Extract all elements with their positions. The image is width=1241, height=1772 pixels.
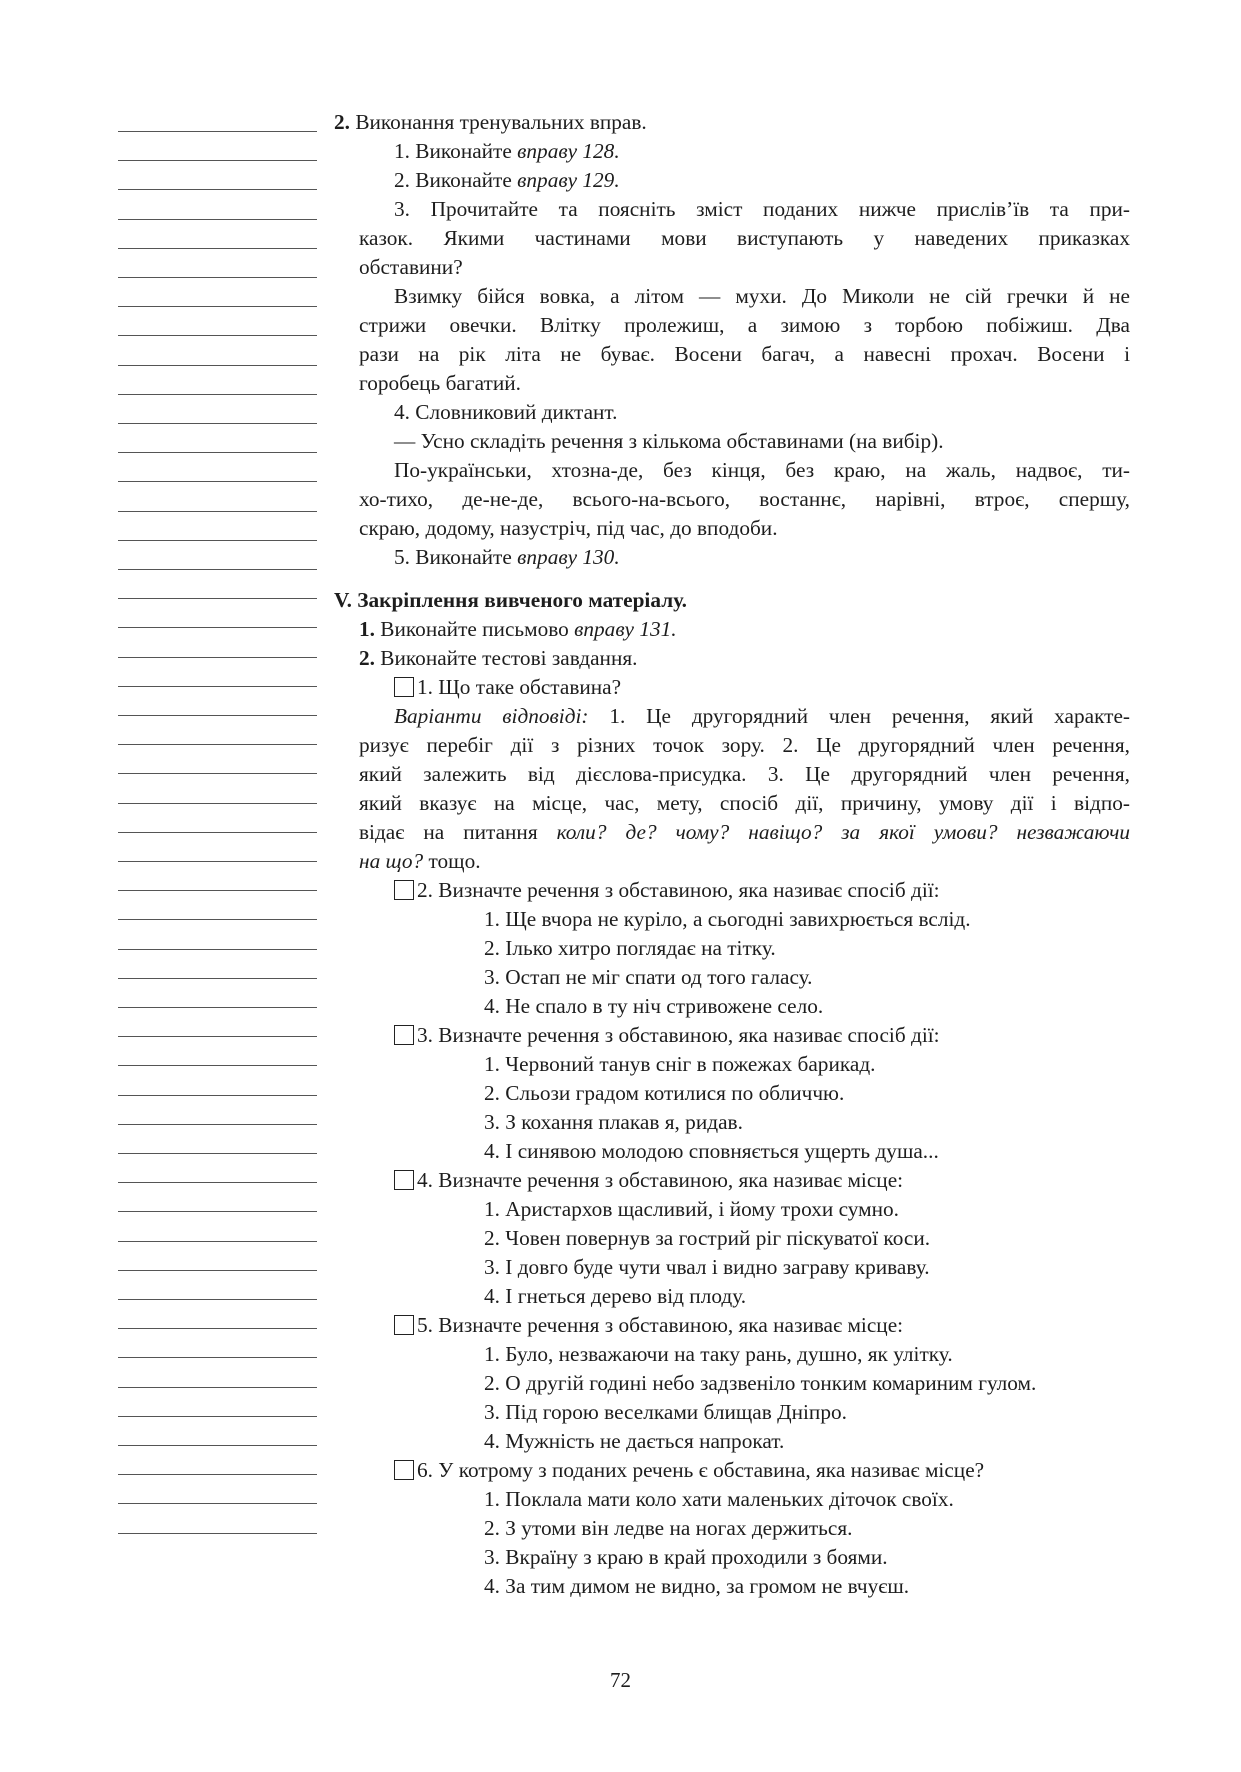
- margin-line: [118, 160, 317, 161]
- question-1-variants-line: ризує перебіг дії з різних точок зору. 2. Це другорядний член речення,: [359, 733, 1130, 757]
- margin-line: [118, 306, 317, 307]
- margin-line: [118, 1445, 317, 1446]
- question-4-option: 3. І довго буде чути чвал і видно заграву криваву.: [484, 1255, 930, 1279]
- margin-line: [118, 803, 317, 804]
- margin-line: [118, 1270, 317, 1271]
- margin-line: [118, 686, 317, 687]
- exercise-3-line: обставини?: [359, 255, 463, 279]
- question-1-variants-line: який залежить від дієслова-присудка. 3. Це другорядний член речення,: [359, 762, 1130, 786]
- question-2-option: 2. Ілько хитро поглядає на тітку.: [484, 936, 776, 960]
- dictation-words-line: хо-тихо, де-не-де, всього-на-всього, востаннє, нарівні, втроє, спершу,: [359, 487, 1130, 511]
- answer-checkbox[interactable]: [394, 1460, 414, 1480]
- margin-line: [118, 248, 317, 249]
- margin-line: [118, 423, 317, 424]
- margin-line: [118, 569, 317, 570]
- margin-line: [118, 1357, 317, 1358]
- margin-line: [118, 131, 317, 132]
- margin-line: [118, 1533, 317, 1534]
- exercise-1: 1. Виконайте вправу 128.: [394, 139, 620, 163]
- question-1-variants-line: відає на питання коли? де? чому? навіщо? за якої умови? незважаючи: [359, 820, 1130, 844]
- margin-line: [118, 1182, 317, 1183]
- margin-line: [118, 919, 317, 920]
- answer-checkbox[interactable]: [394, 677, 414, 697]
- proverbs-line: Взимку бійся вовка, а літом — мухи. До Миколи не сій гречки й не: [394, 284, 1130, 308]
- exercise-4-task: — Усно складіть речення з кількома обставинами (на вибір).: [394, 429, 944, 453]
- question-5-option: 4. Мужність не дається напрокат.: [484, 1429, 785, 1453]
- section-v-item-1: 1. Виконайте письмово вправу 131.: [359, 617, 677, 641]
- margin-line: [118, 1065, 317, 1066]
- section-v-item-2: 2. Виконайте тестові завдання.: [359, 646, 638, 670]
- margin-line: [118, 1211, 317, 1212]
- proverbs-line: горобець багатий.: [359, 371, 521, 395]
- margin-line: [118, 481, 317, 482]
- dictation-words-line: скраю, додому, назустріч, під час, до вподоби.: [359, 516, 778, 540]
- exercise-2: 2. Виконайте вправу 129.: [394, 168, 620, 192]
- margin-line: [118, 277, 317, 278]
- exercise-3-line: 3. Прочитайте та поясніть зміст поданих нижче прислів’їв та при-: [394, 197, 1130, 221]
- question-3-option: 1. Червоний танув сніг в пожежах барикад.: [484, 1052, 876, 1076]
- margin-line: [118, 598, 317, 599]
- question-3-option: 4. І синявою молодою сповняється ущерть душа...: [484, 1139, 939, 1163]
- answer-checkbox[interactable]: [394, 1170, 414, 1190]
- question-4-option: 2. Човен повернув за гострий ріг піскуватої коси.: [484, 1226, 931, 1250]
- margin-line: [118, 1153, 317, 1154]
- margin-line: [118, 540, 317, 541]
- exercise-4: 4. Словниковий диктант.: [394, 400, 618, 424]
- question-1-variants-line: Варіанти відповіді: 1. Це другорядний член речення, який характе-: [394, 704, 1130, 728]
- document-body: [334, 108, 1130, 1601]
- question-3-option: 2. Сльози градом котилися по обличчю.: [484, 1081, 845, 1105]
- margin-line: [118, 890, 317, 891]
- margin-line: [118, 1416, 317, 1417]
- exercise-3-line: казок. Якими частинами мови виступають у наведених приказках: [359, 226, 1130, 250]
- proverbs-line: стрижи овечки. Влітку пролежиш, а зимою з торбою побіжиш. Два: [359, 313, 1130, 337]
- margin-line: [118, 1328, 317, 1329]
- question-1: 1. Що таке обставина?: [334, 673, 1130, 702]
- margin-line: [118, 394, 317, 395]
- margin-line: [118, 949, 317, 950]
- margin-line: [118, 773, 317, 774]
- exercise-5: 5. Виконайте вправу 130.: [394, 545, 620, 569]
- question-5: 5. Визначте речення з обставиною, яка називає місце:: [334, 1311, 1130, 1340]
- question-4-option: 1. Аристархов щасливий, і йому трохи сумно.: [484, 1197, 899, 1221]
- question-2-option: 3. Остап не міг спати од того галасу.: [484, 965, 813, 989]
- margin-line: [118, 1387, 317, 1388]
- margin-line: [118, 1474, 317, 1475]
- question-5-option: 1. Було, незважаючи на таку рань, душно, як улітку.: [484, 1342, 953, 1366]
- margin-line: [118, 365, 317, 366]
- proverbs-line: рази на рік літа не буває. Восени багач, а навесні прохач. Восени і: [359, 342, 1130, 366]
- answer-checkbox[interactable]: [394, 1025, 414, 1045]
- question-6: 6. У котрому з поданих речень є обставина, яка називає місце?: [334, 1456, 1130, 1485]
- margin-line: [118, 1036, 317, 1037]
- margin-line: [118, 1299, 317, 1300]
- question-2-option: 4. Не спало в ту ніч стривожене село.: [484, 994, 824, 1018]
- margin-line: [118, 335, 317, 336]
- question-4-option: 4. І гнеться дерево від плоду.: [484, 1284, 747, 1308]
- margin-line: [118, 744, 317, 745]
- margin-line: [118, 978, 317, 979]
- margin-line: [118, 1503, 317, 1504]
- margin-line: [118, 219, 317, 220]
- margin-line: [118, 627, 317, 628]
- margin-line: [118, 1007, 317, 1008]
- question-6-option: 3. Вкраїну з краю в край проходили з боями.: [484, 1545, 888, 1569]
- margin-line: [118, 861, 317, 862]
- margin-line: [118, 189, 317, 190]
- question-2: 2. Визначте речення з обставиною, яка називає спосіб дії:: [334, 876, 1130, 905]
- margin-line: [118, 452, 317, 453]
- question-6-option: 4. За тим димом не видно, за громом не вчуєш.: [484, 1574, 910, 1598]
- question-4: 4. Визначте речення з обставиною, яка називає місце:: [334, 1166, 1130, 1195]
- margin-line: [118, 657, 317, 658]
- answer-checkbox[interactable]: [394, 1315, 414, 1335]
- question-2-option: 1. Ще вчора не куріло, а сьогодні завихрюється вслід.: [484, 907, 971, 931]
- margin-line: [118, 511, 317, 512]
- margin-line: [118, 832, 317, 833]
- margin-line: [118, 1095, 317, 1096]
- question-6-option: 1. Поклала мати коло хати маленьких діточок своїх.: [484, 1487, 954, 1511]
- question-5-option: 2. О другій годині небо задзвеніло тонким комариним гулом.: [484, 1371, 1037, 1395]
- question-3: 3. Визначте речення з обставиною, яка називає спосіб дії:: [334, 1021, 1130, 1050]
- question-1-variants-line: який вказує на місце, час, мету, спосіб дії, причину, умову дії і відпо-: [359, 791, 1130, 815]
- section-v-heading: V. Закріплення вивченого матеріалу.: [334, 588, 687, 612]
- question-5-option: 3. Під горою веселками блищав Дніпро.: [484, 1400, 847, 1424]
- dictation-words-line: По-українськи, хтозна-де, без кінця, без краю, на жаль, надвоє, ти-: [394, 458, 1130, 482]
- section-2-heading: 2. Виконання тренувальних вправ.: [334, 110, 647, 134]
- question-3-option: 3. З кохання плакав я, ридав.: [484, 1110, 743, 1134]
- margin-line: [118, 715, 317, 716]
- margin-line: [118, 1241, 317, 1242]
- question-1-variants-line: на що? тощо.: [359, 849, 481, 873]
- question-6-option: 2. З утоми він ледве на ногах держиться.: [484, 1516, 853, 1540]
- page-number: 72: [610, 1668, 631, 1692]
- margin-line: [118, 1124, 317, 1125]
- answer-checkbox[interactable]: [394, 880, 414, 900]
